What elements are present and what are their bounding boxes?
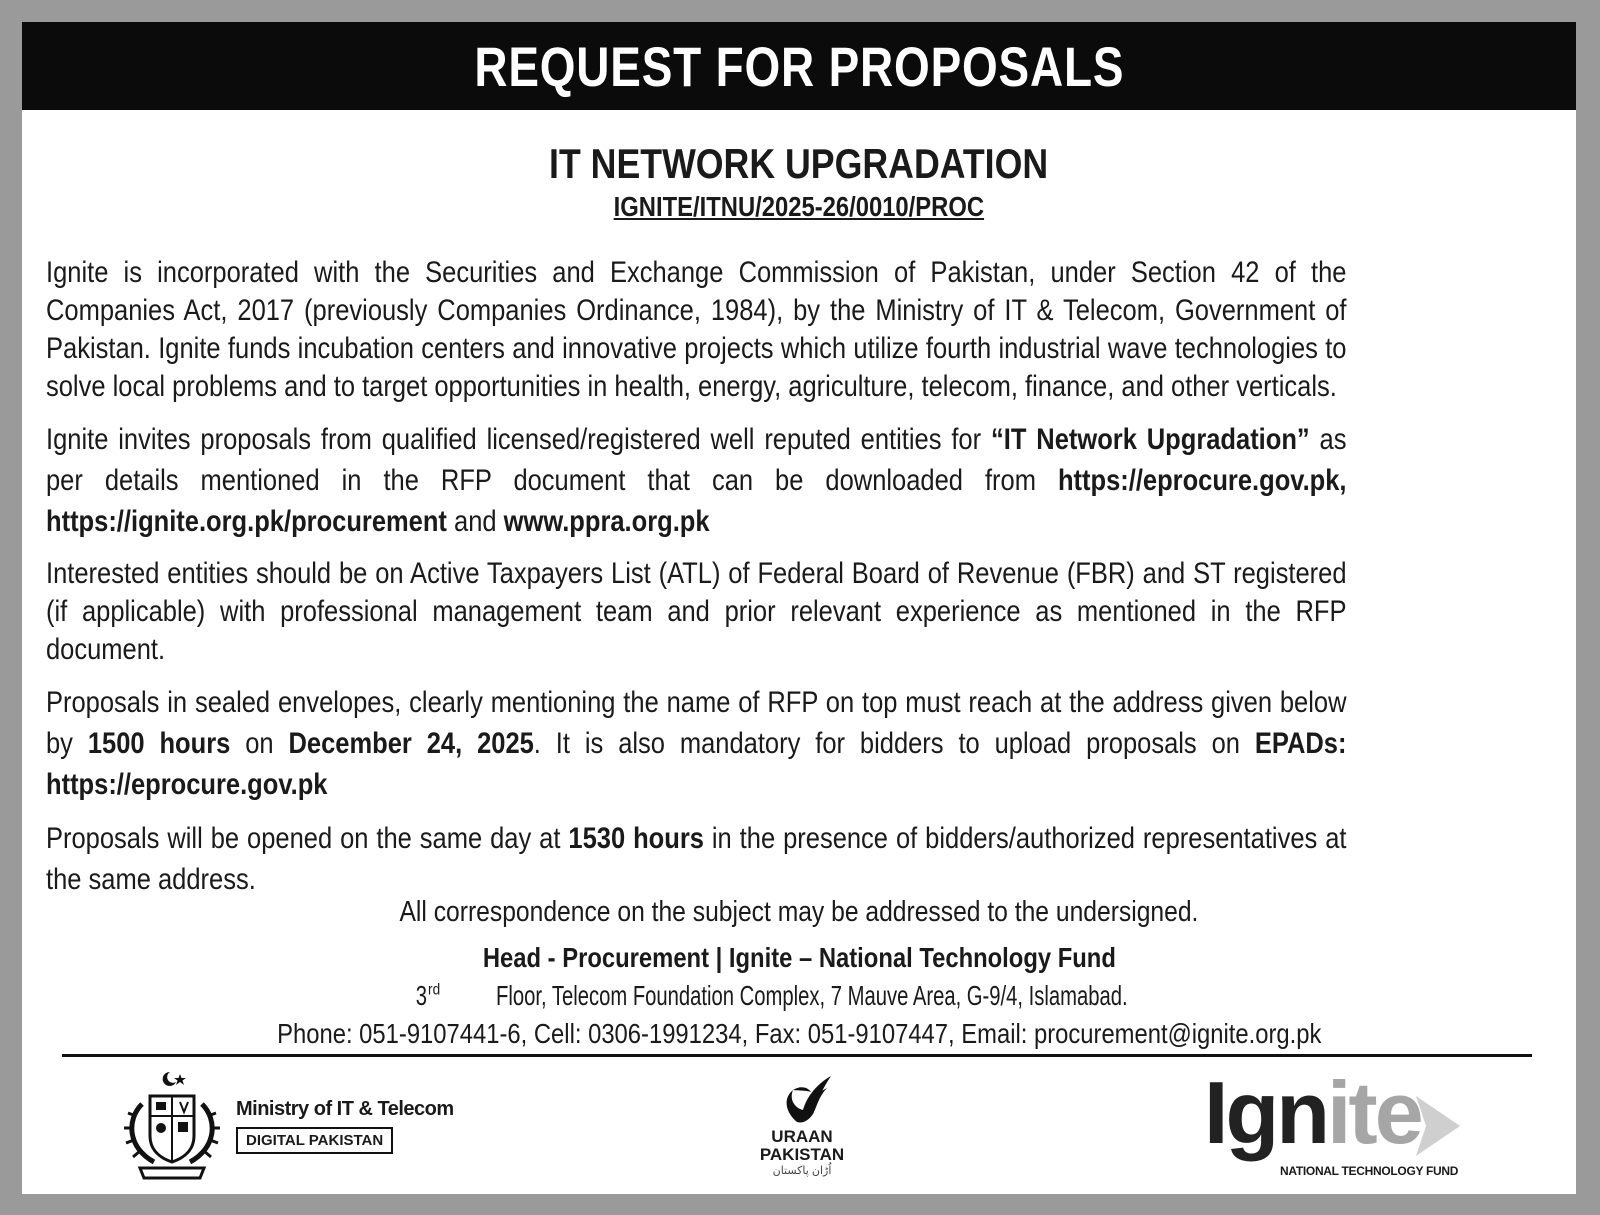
ministry-name: Ministry of IT & Telecom <box>236 1098 454 1120</box>
rfp-reference <box>22 191 1576 223</box>
ignite-wordmark-light: ite <box>1326 1063 1421 1162</box>
submission-text-a: Proposals in sealed envelopes, clearly mentioning the name of RFP on top must reach at the address given below by <box>46 686 1347 760</box>
paragraph-about: Ignite is incorporated with the Securities and Exchange Commission of Pakistan, under Section 42 of the Companies Act, 2017 (previously Companies Ordinance, 1984), by the Ministry of IT & Telecom, Government of Pakistan. Ignite funds incubation centers and innovative projects which utilize fourth industrial wave technologies to solve local problems and to target opportunities in health, energy, agriculture, telecom, finance, and other verticals. <box>46 256 1347 403</box>
contact-text[interactable]: Phone: 051-9107441-6, Cell: 0306-1991234, Fax: 051-9107447, Email: procurement@ignite.org.pk <box>276 1018 1322 1049</box>
address <box>22 980 1576 1012</box>
designation-text: Head - Procurement | Ignite – National Technology Fund <box>482 942 1116 973</box>
paragraph-eligibility: Interested entities should be on Active Taxpayers List (ATL) of Federal Board of Revenue (FBR) and ST registered (if applicable) with professional management team and prior relevant experience as mentioned in the RFP document. <box>46 557 1347 666</box>
submission-date: December 24, 2025 <box>288 727 534 760</box>
project-name: “IT Network Upgradation” <box>990 423 1310 456</box>
link-eprocure-epads[interactable]: https://eprocure.gov.pk <box>46 768 328 801</box>
uraan-pakistan-logo <box>742 1072 862 1192</box>
address-line <box>415 980 1183 1012</box>
footer-divider <box>62 1054 1532 1057</box>
epads-label: EPADs: <box>1254 727 1347 760</box>
designation <box>22 942 1576 974</box>
link-ppra[interactable]: www.ppra.org.pk <box>503 505 710 538</box>
rfp-advertisement <box>22 22 1576 1194</box>
link-eprocure[interactable]: https://eprocure.gov.pk, <box>1057 464 1347 497</box>
correspondence-note <box>22 896 1576 929</box>
ignite-tagline: NATIONAL TECHNOLOGY FUND <box>1280 1164 1459 1178</box>
rfp-reference-text: IGNITE/ITNU/2025-26/0010/PROC <box>613 191 985 222</box>
paragraph-submission <box>46 682 1347 805</box>
invitation-text-b: as per details mentioned in the RFP document that can be downloaded from <box>46 423 1347 497</box>
ignite-wordmark-dark: Ign <box>1204 1063 1327 1162</box>
eagle-icon <box>767 1072 837 1128</box>
ministry-logo <box>120 1068 500 1188</box>
rfp-title <box>22 140 1576 188</box>
submission-time: 1500 hours <box>87 727 231 760</box>
header-banner <box>22 22 1576 110</box>
link-ignite-procurement[interactable]: https://ignite.org.pk/procurement <box>46 505 447 538</box>
submission-text-c: . It is also mandatory for bidders to upload proposals on <box>533 727 1255 760</box>
state-emblem-icon <box>120 1068 224 1182</box>
digital-pakistan-badge: DIGITAL PAKISTAN <box>236 1127 393 1154</box>
uraan-line2: PAKISTAN <box>759 1145 845 1164</box>
contact-numbers <box>22 1018 1576 1050</box>
correspondence-text: All correspondence on the subject may be addressed to the undersigned. <box>399 896 1199 928</box>
opening-time: 1530 hours <box>568 822 704 855</box>
invitation-text-a: Ignite invites proposals from qualified licensed/registered well reputed entities for <box>46 423 991 456</box>
opening-text-a: Proposals will be opened on the same day at <box>46 822 569 855</box>
ignite-logo <box>1204 1063 1464 1188</box>
paragraph-invitation <box>46 419 1347 542</box>
invitation-text-c: and <box>446 505 504 538</box>
arrow-right-icon <box>1416 1096 1460 1156</box>
address-text: Floor, Telecom Foundation Complex, 7 Mauve Area, G-9/4, Islamabad. <box>495 980 1128 1011</box>
banner-title: REQUEST FOR PROPOSALS <box>474 34 1124 98</box>
submission-text-b: on <box>230 727 289 760</box>
paragraph-opening <box>46 818 1347 900</box>
uraan-line1: URAAN <box>771 1127 833 1146</box>
uraan-urdu: اُڑان پاکستان <box>772 1165 832 1177</box>
floor-number: 3 <box>415 980 428 1011</box>
opening-text-b: in the presence of bidders/authorized representatives at the same address. <box>46 822 1347 896</box>
floor-suffix: rd <box>428 981 441 999</box>
ignite-wordmark <box>1204 1062 1421 1164</box>
rfp-title-text: IT NETWORK UPGRADATION <box>549 140 1049 187</box>
rfp-body <box>46 254 1347 913</box>
